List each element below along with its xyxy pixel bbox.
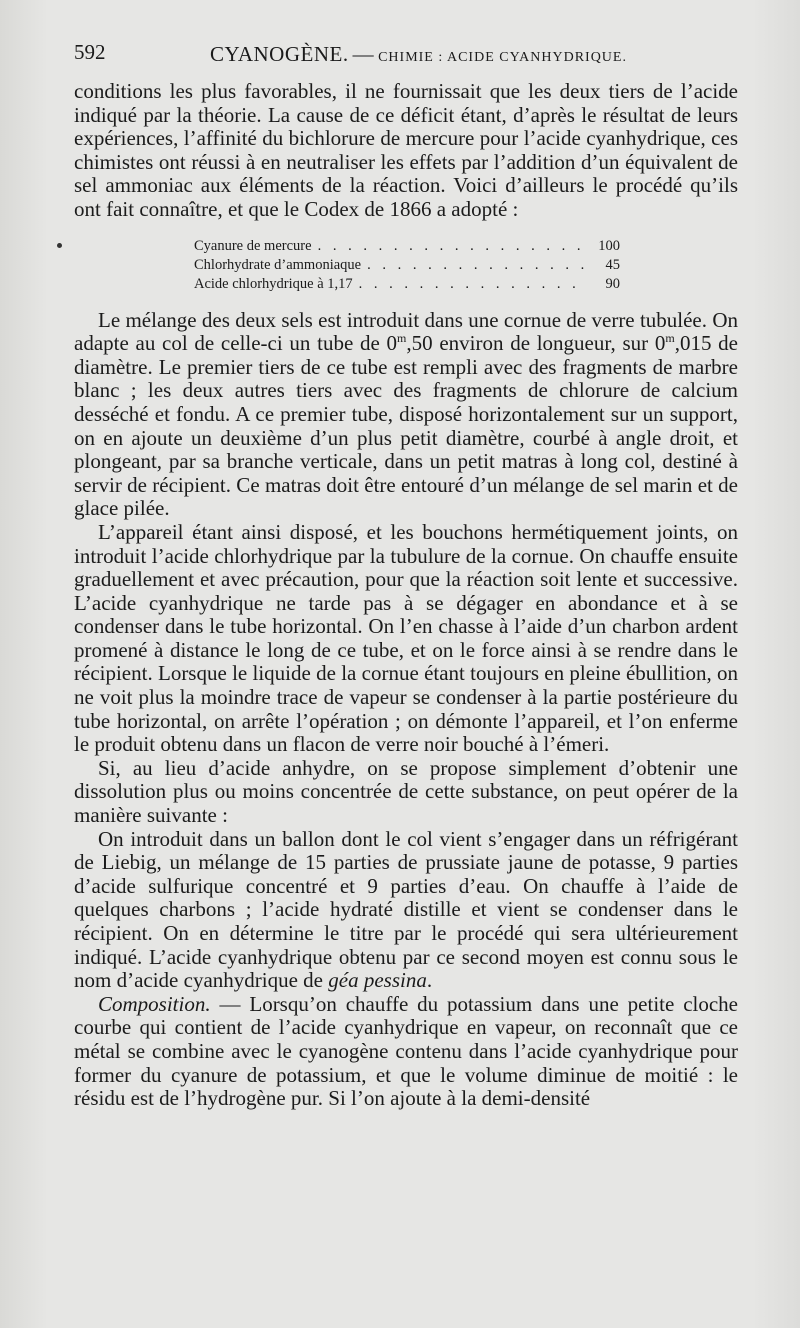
recipe-ingredient: Acide chlorhydrique à 1,17: [194, 275, 353, 292]
recipe-row: [194, 237, 620, 256]
p5-end: .: [426, 968, 433, 993]
body-text: [74, 80, 738, 1111]
paragraph-5: [74, 828, 738, 993]
recipe-list: [194, 237, 620, 294]
recipe-quantity: 100: [598, 237, 620, 254]
page-number: 592: [74, 40, 106, 64]
recipe-row: [194, 256, 620, 275]
paragraph-2: [74, 309, 738, 521]
p2-text-b: ,50 environ de longueur, sur 0: [406, 331, 666, 356]
p2-text-c: ,015 de diamètre. Le premier tiers de ce tube est rempli avec des fragments de marbre blanc ; les deux autres tiers avec des fragments de chlorure de calcium desséché et fondu. A ce premier tube, disposé horizontalement sur un support, on en ajoute un deuxième d’un plus petit diamètre, courbé à angle droit, et plongeant, par sa branche verticale, dans un petit matras à long col, destiné à servir de récipient. Ce matras doit être entouré d’un mélange de sel marin et de glace pilée.: [74, 331, 738, 521]
margin-mark: [57, 243, 62, 248]
unit-meter: m: [397, 331, 407, 346]
section-label-composition: Composition.: [98, 991, 211, 1016]
recipe-quantity: 45: [605, 256, 620, 273]
leader-dots: [367, 256, 584, 275]
leader-dots: [318, 237, 584, 256]
paragraph-4: Si, au lieu d’acide anhydre, on se propose simplement d’obtenir une dissolution plus ou moins concentrée de cette substance, on peut opérer de la manière suivante :: [74, 755, 738, 828]
running-title: CYANOGÈNE.: [210, 42, 349, 66]
recipe-ingredient: Cyanure de mercure: [194, 237, 312, 254]
paragraph-3: L’appareil étant ainsi disposé, et les bouchons hermétiquement joints, on introduit l’acide chlorhydrique par la tubulure de la cornue. On chauffe ensuite graduellement et avec précaution, pour que la réaction soit lente et successive. L’acide cyanhydrique ne tarde pas à se dégager en abondance et à se condenser dans le tube horizontal. On l’en chasse à l’aide d’un charbon ardent promené à distance le long de ce tube, et on le force ainsi à se rendre dans le récipient. Lorsque le liquide de la cornue étant toujours en pleine ébullition, on ne voit plus la moindre trace de vapeur se condenser à la partie postérieure du tube horizontal, on arrête l’opération ; on démonte l’appareil, et l’on enferme le produit obtenu dans un flacon de verre noir bouché à l’émeri.: [74, 519, 738, 757]
running-section: CHIMIE : ACIDE CYANHYDRIQUE.: [378, 50, 627, 65]
p6-text: — Lorsqu’on chauffe du potassium dans une petite cloche courbe qui contient de l’acide cyanhydrique en vapeur, on reconnaît que ce métal se combine avec le cyanogène contenu dans l’acide cyanhydrique pour former du cyanure de potassium, et que le volume diminue de moitié : le résidu est de l’hydrogène pur. Si l’on ajoute à la demi-densité: [74, 991, 738, 1111]
running-dash: —: [352, 42, 375, 66]
page-header: [74, 40, 740, 80]
p5-text: On introduit dans un ballon dont le col vient s’engager dans un réfrigérant de Liebig, un mélange de 15 parties de prussiate jaune de potasse, 9 parties d’acide sulfurique concentré et 9 parties d’eau. On chauffe à l’aide de quelques charbons ; l’acide hydraté distille et vient se condenser dans le récipient. On en détermine le titre par le procédé qui sera ultérieurement indiqué. L’acide cyanhydrique obtenu par ce second moyen est connu sous le nom d’acide cyanhydrique de: [74, 826, 738, 993]
running-head: [210, 42, 627, 67]
paragraph-1: conditions les plus favorables, il ne fournissait que les deux tiers de l’acide indiqué par la théorie. La cause de ce déficit étant, d’après le résultat de leurs expériences, l’affinité du bichlorure de mercure pour l’acide cyanhydrique, ces chimistes ont réussi à en neutraliser les effets par l’addition d’un équivalent de sel ammoniac aux éléments de la réaction. Voici d’ailleurs le procédé qu’ils ont fait connaître, et que le Codex de 1866 a adopté :: [74, 79, 738, 221]
p2-text-a: Le mélange des deux sels est introduit dans une cornue de verre tubulée. On adapte au col de celle-ci un tube de 0: [74, 307, 738, 356]
recipe-quantity: 90: [605, 275, 620, 292]
recipe-row: [194, 275, 620, 294]
unit-meter: m: [665, 331, 675, 346]
p5-italic-term: géa pessina: [328, 968, 427, 993]
recipe-ingredient: Chlorhydrate d’ammoniaque: [194, 256, 362, 273]
paragraph-6: [74, 993, 738, 1111]
leader-dots: [359, 275, 584, 294]
